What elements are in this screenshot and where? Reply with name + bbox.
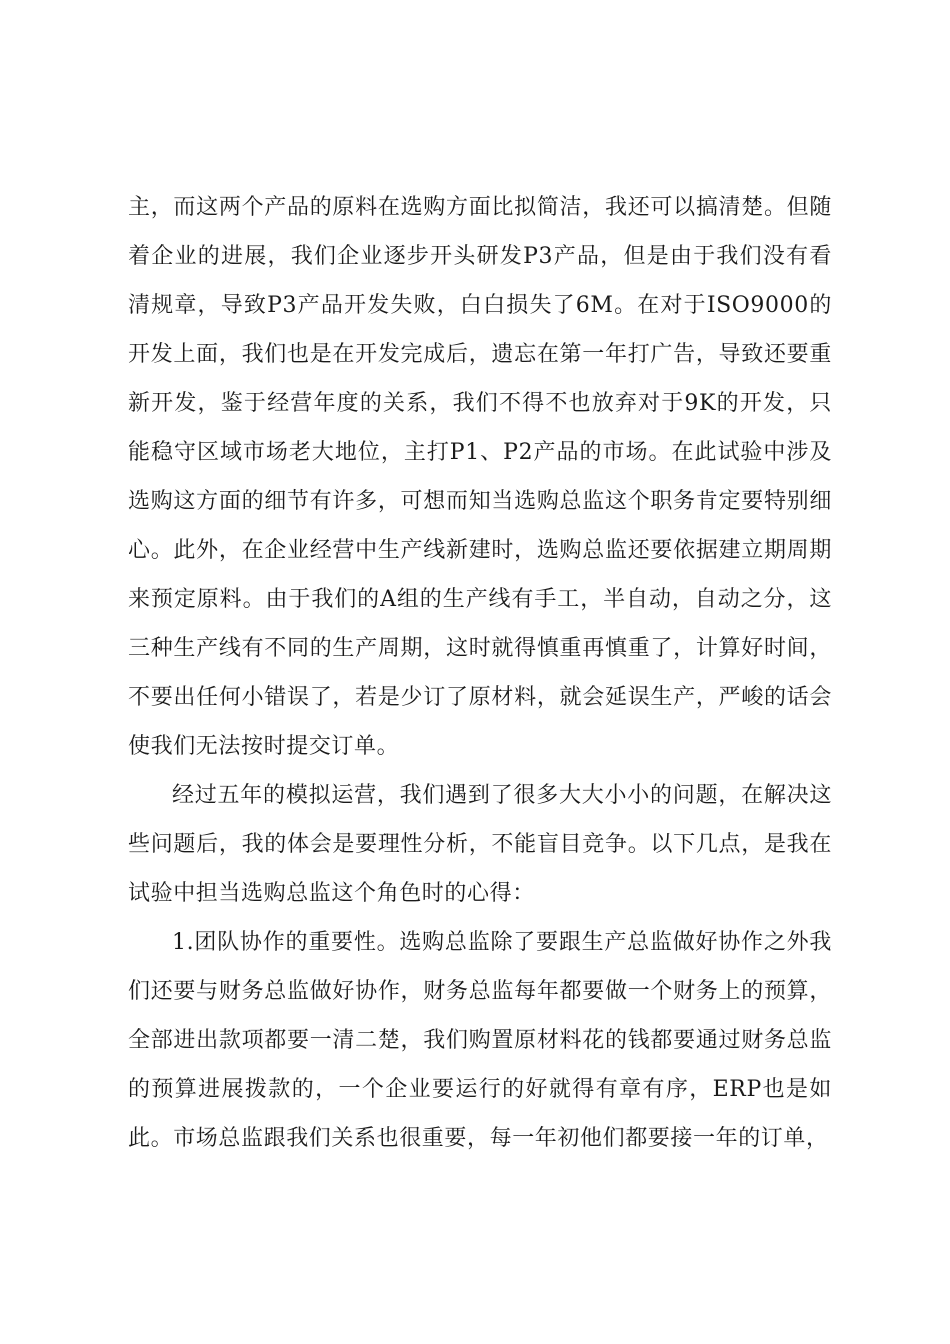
paragraph-1: 主，而这两个产品的原料在选购方面比拟简洁，我还可以搞清楚。但随着企业的进展，我们企业逐步开头研发P3产品，但是由于我们没有看清规章，导致P3产品开发失败，白白损失了6M。在对于ISO9000的开发上面，我们也是在开发完成后，遗忘在第一年打广告，导致还要重新开发，鉴于经营年度的关系，我们不得不也放弃对于9K的开发，只能稳守区域市场老大地位，主打P1、P2产品的市场。在此试验中涉及选购这方面的细节有许多，可想而知当选购总监这个职务肯定要特别细心。此外，在企业经营中生产线新建时，选购总监还要依据建立期周期来预定原料。由于我们的A组的生产线有手工，半自动，自动之分，这三种生产线有不同的生产周期，这时就得慎重再慎重了，计算好时间，不要出任何小错误了，若是少订了原材料，就会延误生产，严峻的话会使我们无法按时提交订单。 [128,195,832,759]
paragraph-3: 1.团队协作的重要性。选购总监除了要跟生产总监做好协作之外我们还要与财务总监做好协作，财务总监每年都要做一个财务上的预算，全部进出款项都要一清二楚，我们购置原材料花的钱都要通过财务总监的预算进展拨款的，一个企业要运行的好就得有章有序，ERP也是如此。市场总监跟我们关系也很重要，每一年初他们都要接一年的订单， [128,930,832,1151]
document-body [128,183,832,1163]
paragraph-2: 经过五年的模拟运营，我们遇到了很多大大小小的问题，在解决这些问题后，我的体会是要理性分析，不能盲目竞争。以下几点，是我在试验中担当选购总监这个角色时的心得： [128,783,832,906]
